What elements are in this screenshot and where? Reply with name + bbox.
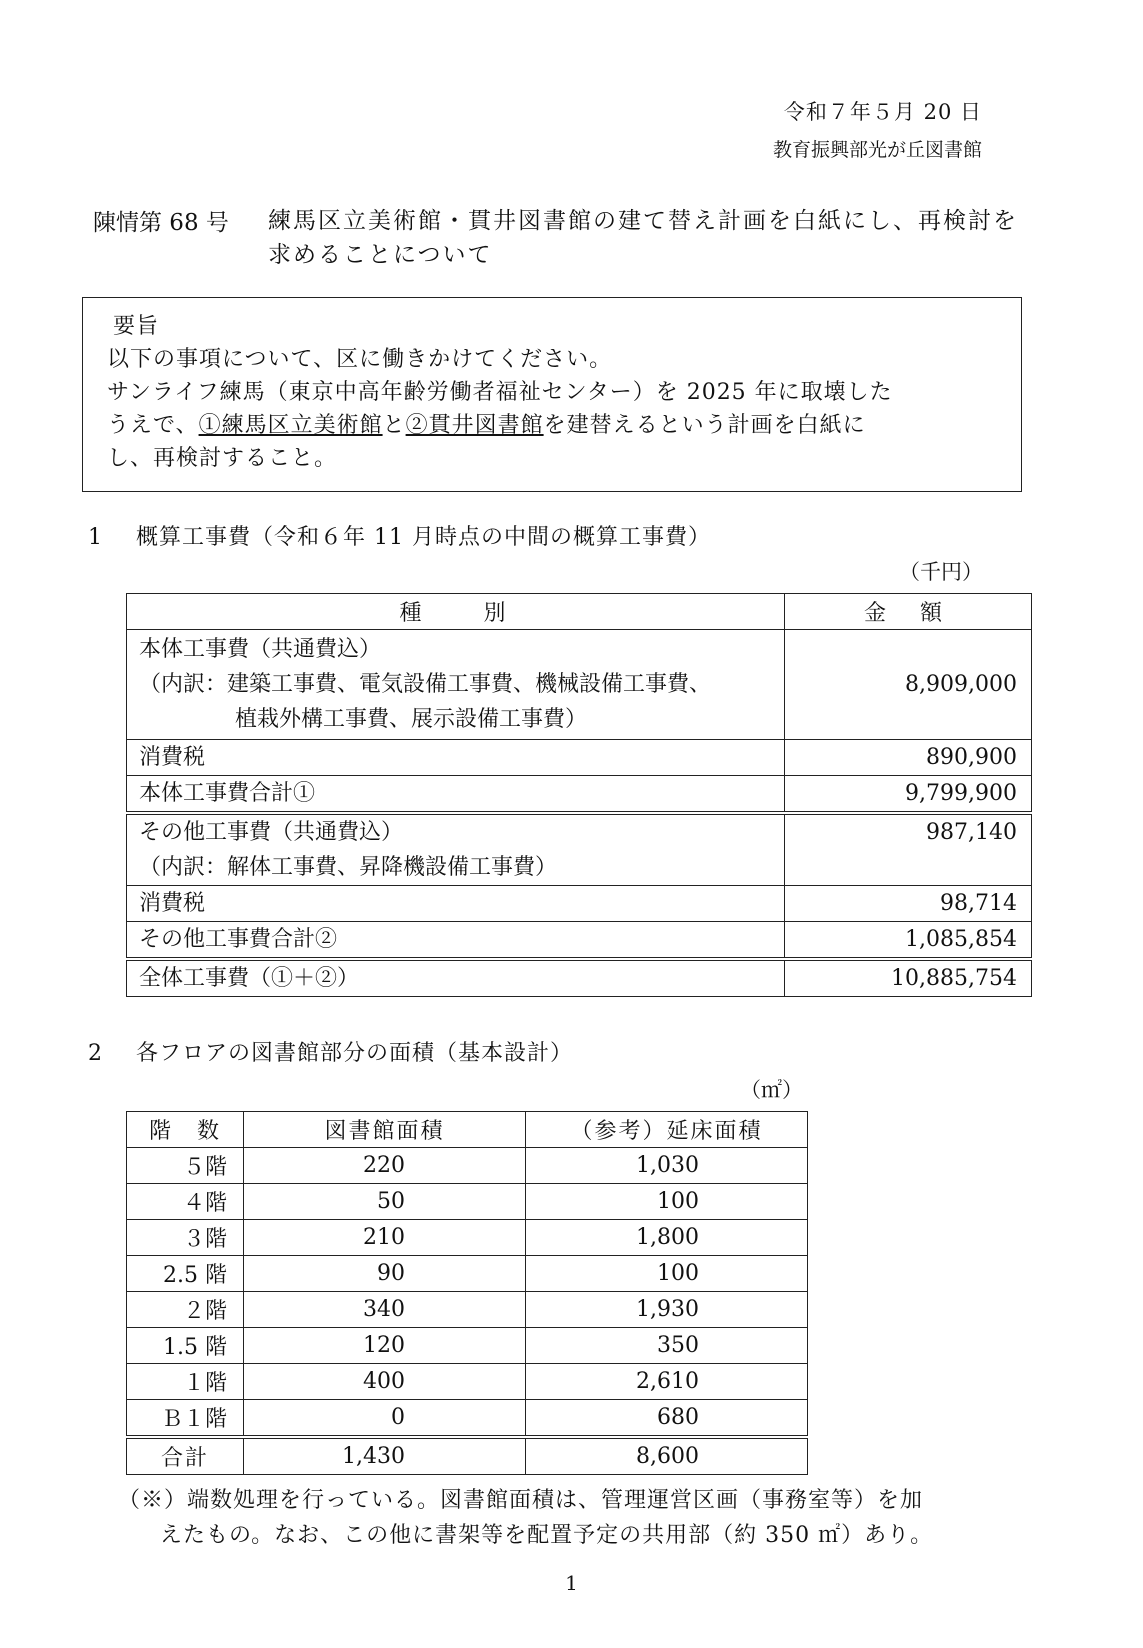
table-row: 消費税 98,714 bbox=[127, 886, 1032, 922]
table-row: 全体工事費（①＋②） 10,885,754 bbox=[127, 959, 1032, 997]
area-table bbox=[126, 1111, 808, 1475]
summary-line: 以下の事項について、区に働きかけてください。 bbox=[107, 347, 613, 372]
table-row: 2.5 階 90 100 bbox=[127, 1256, 808, 1292]
section2-unit: （㎡） bbox=[740, 1078, 803, 1102]
table-row: 消費税 890,900 bbox=[127, 740, 1032, 776]
cost-table bbox=[126, 593, 1032, 997]
table-row: 本体工事費合計① 9,799,900 bbox=[127, 776, 1032, 814]
table-row: Ｂ１階 0 680 bbox=[127, 1400, 808, 1438]
table-row: 1.5 階 120 350 bbox=[127, 1328, 808, 1364]
table-row: ４階 50 100 bbox=[127, 1184, 808, 1220]
table-header-row bbox=[127, 594, 1032, 630]
footnote: （※）端数処理を行っている。図書館面積は、管理運営区画（事務室等）を加 えたもの。なお、この他に書架等を配置予定の共用部（約 350 ㎡）あり。 bbox=[118, 1488, 934, 1548]
petition-title: 練馬区立美術館・貫井図書館の建て替え計画を白紙にし、再検討を求めることについて bbox=[268, 208, 1018, 268]
section2-heading: 2 各フロアの図書館部分の面積（基本設計） bbox=[88, 1041, 574, 1066]
column-header-floor-area: （参考）延床面積 bbox=[526, 1112, 808, 1148]
table-row: ３階 210 1,800 bbox=[127, 1220, 808, 1256]
summary-line: し、再検討すること。 bbox=[107, 446, 338, 471]
section1-unit: （千円） bbox=[899, 560, 983, 584]
table-row: 本体工事費（共通費込） （内訳：建築工事費、電気設備工事費、機械設備工事費、 植栽外構工事費、展示設備工事費） 8,909,000 bbox=[127, 630, 1032, 740]
table-row: ５階 220 1,030 bbox=[127, 1148, 808, 1184]
table-row: １階 400 2,610 bbox=[127, 1364, 808, 1400]
table-total-row: 合計 1,430 8,600 bbox=[127, 1437, 808, 1475]
petition-number: 陳情第 68 号 bbox=[93, 210, 229, 236]
underlined-museum: ①練馬区立美術館 bbox=[198, 413, 383, 438]
summary-box bbox=[82, 297, 1022, 492]
column-header-library-area: 図書館面積 bbox=[244, 1112, 526, 1148]
document-date: 令和７年５月 20 日 bbox=[783, 100, 982, 124]
column-header-floor: 階 数 bbox=[127, 1112, 244, 1148]
table-row: その他工事費（共通費込） （内訳：解体工事費、昇降機設備工事費） 987,140 bbox=[127, 813, 1032, 886]
summary-line: うえで、①練馬区立美術館と②貫井図書館を建替えるという計画を白紙に bbox=[107, 413, 866, 438]
underlined-library: ②貫井図書館 bbox=[405, 413, 544, 438]
column-header-type: 種 別 bbox=[127, 594, 785, 630]
section1-heading: 1 概算工事費（令和６年 11 月時点の中間の概算工事費） bbox=[88, 525, 711, 550]
summary-line: サンライフ練馬（東京中高年齢労働者福祉センター）を 2025 年に取壊した bbox=[107, 380, 893, 405]
table-row: その他工事費合計② 1,085,854 bbox=[127, 922, 1032, 960]
summary-heading: 要旨 bbox=[113, 314, 160, 339]
page-number: 1 bbox=[565, 1571, 578, 1595]
department-name: 教育振興部光が丘図書館 bbox=[772, 139, 982, 161]
table-row: ２階 340 1,930 bbox=[127, 1292, 808, 1328]
column-header-amount: 金 額 bbox=[785, 594, 1032, 630]
table-header-row bbox=[127, 1112, 808, 1148]
